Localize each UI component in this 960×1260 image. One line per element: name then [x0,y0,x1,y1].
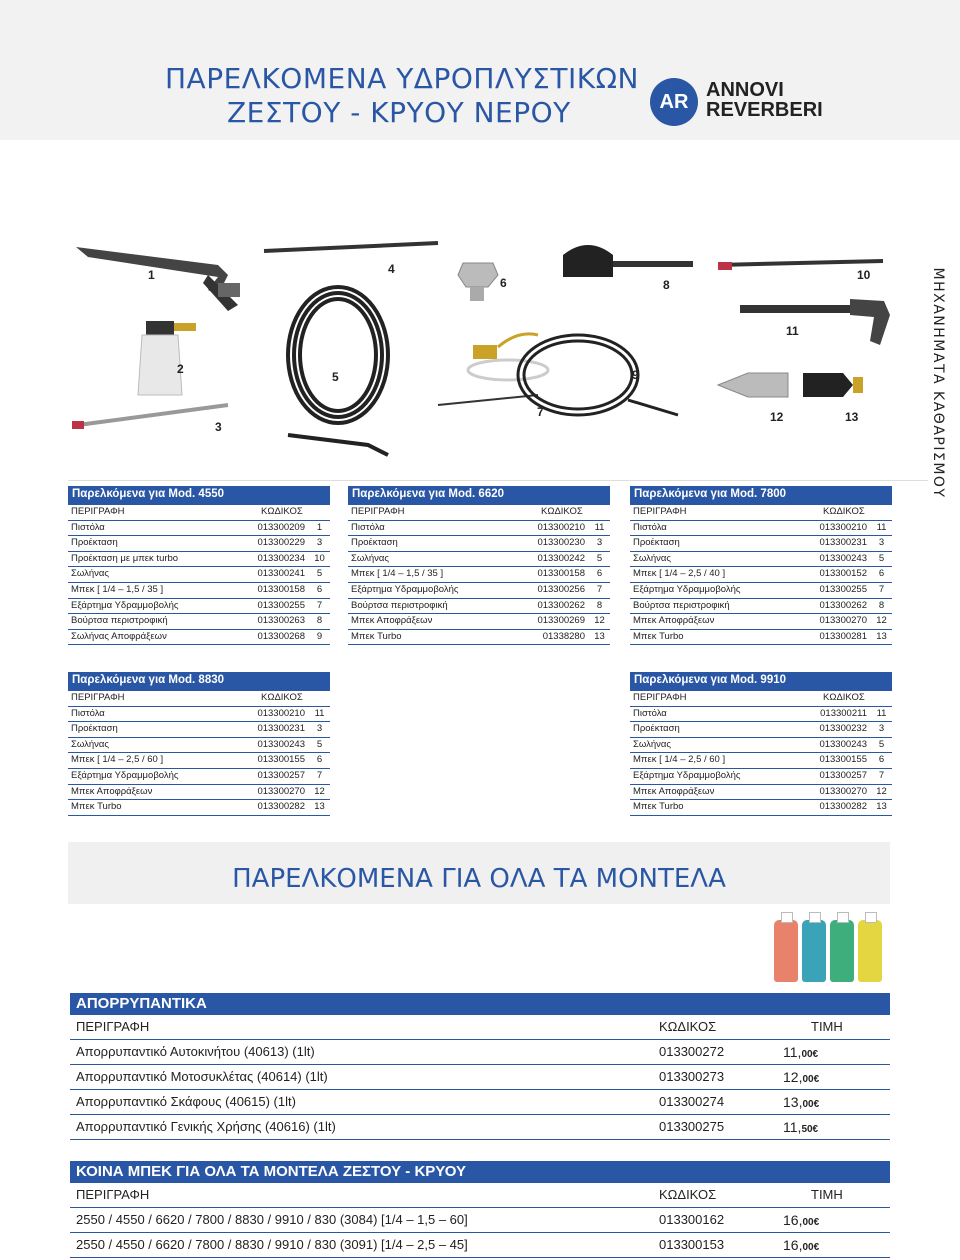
row-ref: 5 [878,738,885,750]
table-row [68,707,330,723]
photo-number-4: 4 [388,262,395,276]
row-desc: 2550 / 4550 / 6620 / 7800 / 8830 / 9910 / 830 (3084) [1/4 – 1,5 – 60] [76,1212,468,1227]
gun-image-4550 [76,247,240,311]
bottle-icon [830,920,854,982]
row-code: 013300269 [537,615,585,627]
table-header [70,1015,890,1040]
row-ref: 7 [596,583,603,595]
table-row [348,521,610,537]
col-code: ΚΩΔΙΚΟΣ [659,1019,717,1034]
table-row [348,614,610,630]
table-mod-7800 [630,486,892,645]
row-code: 013300255 [257,599,305,611]
logo-line2: REVERBERI [706,99,823,121]
row-desc: Πιστόλα [633,707,667,719]
nozzle-image [458,263,498,301]
row-price [771,1040,890,1064]
table-row [630,583,892,599]
row-desc: Πιστόλα [633,521,667,533]
table-row [348,599,610,615]
row-ref: 11 [876,707,887,719]
price-int: 12, [783,1069,803,1085]
table-row [630,800,892,816]
price-int: 11, [783,1119,802,1135]
product-photos [68,235,928,481]
row-code: 013300229 [257,537,305,549]
photo-number-1: 1 [148,268,155,282]
row-code: 01338280 [542,630,585,642]
col-desc: ΠΕΡΙΓΡΑΦΗ [633,692,687,703]
bottle-icon [802,920,826,982]
row-desc: Βούρτσα περιστροφική [351,599,448,611]
photo-number-6: 6 [500,276,507,290]
row-desc: Μπεκ [ 1/4 – 2,5 / 60 ] [633,754,726,766]
detergent-bottles-image [770,912,890,984]
row-code: 013300243 [819,738,867,750]
side-label [928,255,948,515]
row-code: 013300255 [819,583,867,595]
row-ref: 5 [316,738,323,750]
photo-number-12: 12 [770,410,784,424]
row-code: 013300270 [819,615,867,627]
row-desc: Βούρτσα περιστροφική [71,615,168,627]
col-code: ΚΩΔΙΚΟΣ [261,506,303,517]
row-desc: Πιστόλα [71,521,105,533]
row-ref: 1 [316,521,323,533]
row-ref: 3 [316,723,323,735]
bottle-icon [858,920,882,982]
row-desc: Μπεκ Αποφράξεων [633,785,715,797]
row-desc: Μπεκ Αποφράξεων [351,615,433,627]
price-dec: 00€ [802,1242,820,1253]
row-desc: Προέκταση [71,537,118,549]
row-desc: Προέκταση [71,723,118,735]
row-ref: 6 [878,754,885,766]
row-ref: 13 [314,801,325,813]
row-ref: 7 [316,769,323,781]
col-desc: ΠΕΡΙΓΡΑΦΗ [351,506,405,517]
table-title: Παρελκόμενα για Mod. 9910 [630,672,892,691]
photo-number-9: 9 [632,368,639,382]
row-code: 013300274 [659,1094,725,1109]
table-row [68,738,330,754]
row-code: 013300263 [257,615,305,627]
row-desc: Εξάρτημα Υδραμμοβολής [633,769,741,781]
row-ref: 8 [878,599,885,611]
row-ref: 12 [876,785,887,797]
table-row [68,567,330,583]
row-code: 013300262 [537,599,585,611]
row-code: 013300241 [257,568,305,580]
table-mod-9910 [630,672,892,816]
row-code: 013300281 [819,630,867,642]
rotating-brush-image [563,245,693,277]
row-ref: 6 [316,583,323,595]
table-title: Παρελκόμενα για Mod. 4550 [68,486,330,505]
table-row [630,753,892,769]
page-title [165,62,639,130]
row-ref: 10 [314,552,325,564]
row-code: 013300234 [257,552,305,564]
price-int: 11, [783,1044,802,1060]
row-desc: Απορρυπαντικό Γενικής Χρήσης (40616) (1lt) [76,1119,336,1134]
table-row [68,536,330,552]
row-code: 013300231 [257,723,305,735]
row-price [771,1065,890,1089]
row-desc: Βούρτσα περιστροφική [633,599,730,611]
row-ref: 5 [596,552,603,564]
table-row [68,614,330,630]
row-desc: Μπεκ Αποφράξεων [633,615,715,627]
row-code: 013300210 [537,521,585,533]
row-ref: 3 [596,537,603,549]
row-desc: Προέκταση με μπεκ turbo [71,552,179,564]
table-row [630,536,892,552]
row-ref: 3 [316,537,323,549]
row-code: 013300273 [659,1069,725,1084]
table-mod-8830 [68,672,330,816]
row-desc: Απορρυπαντικό Αυτοκινήτου (40613) (1lt) [76,1044,315,1059]
table-row [70,1090,890,1115]
detergents-table [70,993,890,1140]
table-row [70,1040,890,1065]
row-code: 013300155 [819,754,867,766]
table-row [630,599,892,615]
table-header [630,691,892,707]
col-code: ΚΩΔΙΚΟΣ [261,692,303,703]
row-code: 013300155 [257,754,305,766]
table-row [630,769,892,785]
row-code: 013300272 [659,1044,725,1059]
table-row [630,614,892,630]
photo-number-7: 7 [537,405,544,419]
table-row [630,785,892,801]
row-desc: Σωλήνας [351,552,389,564]
row-price [771,1208,890,1232]
table-title: ΑΠΟΡΡΥΠΑΝΤΙΚΑ [70,993,890,1015]
col-code: ΚΩΔΙΚΟΣ [823,692,865,703]
table-row [68,769,330,785]
row-ref: 12 [594,615,605,627]
row-ref: 7 [316,599,323,611]
unblock-nozzle-image [718,373,788,397]
row-desc: Μπεκ [ 1/4 – 1,5 / 35 ] [71,583,164,595]
table-row [630,707,892,723]
row-ref: 13 [876,630,887,642]
row-code: 013300268 [257,630,305,642]
photo-number-5: 5 [332,370,339,384]
row-desc: Σωλήνας [71,568,109,580]
price-dec: 00€ [802,1074,820,1085]
row-code: 013300158 [257,583,305,595]
row-price [771,1090,890,1114]
row-code: 013300152 [819,568,867,580]
row-ref: 6 [878,568,885,580]
col-desc: ΠΕΡΙΓΡΑΦΗ [633,506,687,517]
lance-image-4 [264,243,438,251]
table-row [70,1233,890,1258]
row-desc: Μπεκ Turbo [633,630,684,642]
bottle-icon [774,920,798,982]
col-code: ΚΩΔΙΚΟΣ [659,1187,717,1202]
col-desc: ΠΕΡΙΓΡΑΦΗ [71,506,125,517]
row-price [771,1233,890,1257]
row-desc: Μπεκ Turbo [71,801,122,813]
gun-image-11 [740,299,890,345]
row-code: 013300158 [537,568,585,580]
table-title: ΚΟΙΝΑ ΜΠΕΚ ΓΙΑ ΟΛΑ ΤΑ ΜΟΝΤΕΛΑ ΖΕΣΤΟΥ - ΚΡΥΟΥ [70,1161,890,1183]
col-code: ΚΩΔΙΚΟΣ [823,506,865,517]
row-code: 013300209 [257,521,305,533]
foam-bottle-image [138,321,196,395]
table-title: Παρελκόμενα για Mod. 8830 [68,672,330,691]
row-ref: 6 [596,568,603,580]
row-desc: Μπεκ [ 1/4 – 2,5 / 40 ] [633,568,726,580]
photo-number-8: 8 [663,278,670,292]
table-row [630,552,892,568]
row-code: 013300210 [819,521,867,533]
row-code: 013300232 [819,723,867,735]
row-code: 013300230 [537,537,585,549]
table-header [630,505,892,521]
row-desc: 2550 / 4550 / 6620 / 7800 / 8830 / 9910 / 830 (3091) [1/4 – 2,5 – 45] [76,1237,468,1252]
all-models-title: ΠΑΡΕΛΚΟΜΕΝΑ ΓΙΑ ΟΛΑ ΤΑ ΜΟΝΤΕΛΑ [68,842,890,904]
table-row [68,583,330,599]
row-ref: 13 [876,801,887,813]
table-row [68,753,330,769]
row-ref: 8 [316,615,323,627]
lance-image-4550 [72,405,228,429]
row-code: 013300257 [819,769,867,781]
row-desc: Μπεκ [ 1/4 – 1,5 / 35 ] [351,568,444,580]
row-code: 013300210 [257,707,305,719]
row-ref: 6 [316,754,323,766]
table-row [68,800,330,816]
row-desc: Εξάρτημα Υδραμμοβολής [71,599,179,611]
row-code: 013300282 [819,801,867,813]
page-title-line2: ΖΕΣΤΟΥ - ΚΡΥΟΥ ΝΕΡΟΥ [227,96,571,129]
row-desc: Μπεκ Αποφράξεων [71,785,153,797]
row-code: 013300231 [819,537,867,549]
row-desc: Εξάρτημα Υδραμμοβολής [633,583,741,595]
row-desc: Εξάρτημα Υδραμμοβολής [71,769,179,781]
row-code: 013300243 [819,552,867,564]
table-row [348,567,610,583]
row-ref: 13 [594,630,605,642]
page-title-line1: ΠΑΡΕΛΚΟΜΕΝΑ ΥΔΡΟΠΛΥΣΤΙΚΩΝ [165,62,639,95]
table-header [348,505,610,521]
table-row [630,722,892,738]
table-row [68,630,330,646]
row-desc: Μπεκ Turbo [633,801,684,813]
table-row [348,583,610,599]
table-row [630,738,892,754]
col-desc: ΠΕΡΙΓΡΑΦΗ [76,1019,150,1034]
row-code: 013300243 [257,738,305,750]
row-ref: 7 [878,769,885,781]
row-ref: 11 [594,521,605,533]
common-nozzles-table [70,1161,890,1258]
row-code: 013300153 [659,1237,725,1252]
row-code: 013300257 [257,769,305,781]
side-label-text: ΜΗΧΑΝΗΜΑΤΑ ΚΑΘΑΡΙΣΜΟΥ [930,267,946,499]
row-desc: Προέκταση [633,537,680,549]
table-row [630,630,892,646]
row-desc: Πιστόλα [71,707,105,719]
row-code: 013300242 [537,552,585,564]
row-ref: 12 [876,615,887,627]
table-row [630,521,892,537]
row-price [771,1115,890,1139]
row-desc: Προέκταση [633,723,680,735]
row-ref: 5 [878,552,885,564]
table-row [68,521,330,537]
row-desc: Σωλήνας [71,738,109,750]
row-code: 013300262 [819,599,867,611]
logo-mark: AR [650,78,698,126]
col-price: ΤΙΜΗ [811,1187,843,1202]
table-header [68,691,330,707]
photo-number-3: 3 [215,420,222,434]
col-code: ΚΩΔΙΚΟΣ [541,506,583,517]
row-code: 013300270 [819,785,867,797]
table-row [348,630,610,646]
table-row [68,599,330,615]
table-title: Παρελκόμενα για Mod. 6620 [348,486,610,505]
price-dec: 00€ [802,1099,820,1110]
table-row [68,552,330,568]
row-desc: Προέκταση [351,537,398,549]
col-desc: ΠΕΡΙΓΡΑΦΗ [76,1187,150,1202]
row-ref: 3 [878,723,885,735]
table-header [70,1183,890,1208]
table-row [68,722,330,738]
row-ref: 7 [878,583,885,595]
photo-number-11: 11 [786,324,799,338]
row-desc: Πιστόλα [351,521,385,533]
table-row [348,536,610,552]
row-ref: 11 [876,521,887,533]
price-dec: 50€ [801,1124,819,1135]
row-code: 013300256 [537,583,585,595]
row-code: 013300270 [257,785,305,797]
table-row [68,785,330,801]
price-int: 13, [783,1094,803,1110]
row-desc: Απορρυπαντικό Μοτοσυκλέτας (40614) (1lt) [76,1069,328,1084]
table-row [348,552,610,568]
table-row [70,1115,890,1140]
table-mod-4550 [68,486,330,645]
row-code: 013300282 [257,801,305,813]
col-price: ΤΙΜΗ [811,1019,843,1034]
photo-number-13: 13 [845,410,859,424]
price-int: 16, [783,1237,803,1253]
row-desc: Απορρυπαντικό Σκάφους (40615) (1lt) [76,1094,296,1109]
row-ref: 5 [316,568,323,580]
logo-line1: ANNOVI [706,79,784,101]
photo-number-2: 2 [177,362,184,376]
row-desc: Σωλήνας [633,738,671,750]
row-code: 013300211 [820,707,867,719]
col-desc: ΠΕΡΙΓΡΑΦΗ [71,692,125,703]
price-dec: 00€ [801,1049,819,1060]
row-code: 013300162 [659,1212,725,1227]
photo-number-10: 10 [857,268,871,282]
price-dec: 00€ [802,1217,820,1228]
price-int: 16, [783,1212,803,1228]
table-title: Παρελκόμενα για Mod. 7800 [630,486,892,505]
annovi-reverberi-logo [650,78,823,126]
table-header [68,505,330,521]
row-desc: Μπεκ Turbo [351,630,402,642]
row-ref: 9 [316,630,323,642]
table-row [70,1065,890,1090]
row-desc: Σωλήνας [633,552,671,564]
row-ref: 11 [314,707,325,719]
row-ref: 3 [878,537,885,549]
row-desc: Εξάρτημα Υδραμμοβολής [351,583,459,595]
logo-text [706,80,823,120]
turbo-nozzle-image [803,373,863,397]
table-mod-6620 [348,486,610,645]
table-row [630,567,892,583]
table-row [70,1208,890,1233]
row-code: 013300275 [659,1119,725,1134]
row-ref: 12 [314,785,325,797]
row-desc: Σωλήνας Αποφράξεων [71,630,167,642]
row-desc: Μπεκ [ 1/4 – 2,5 / 60 ] [71,754,164,766]
row-ref: 8 [596,599,603,611]
